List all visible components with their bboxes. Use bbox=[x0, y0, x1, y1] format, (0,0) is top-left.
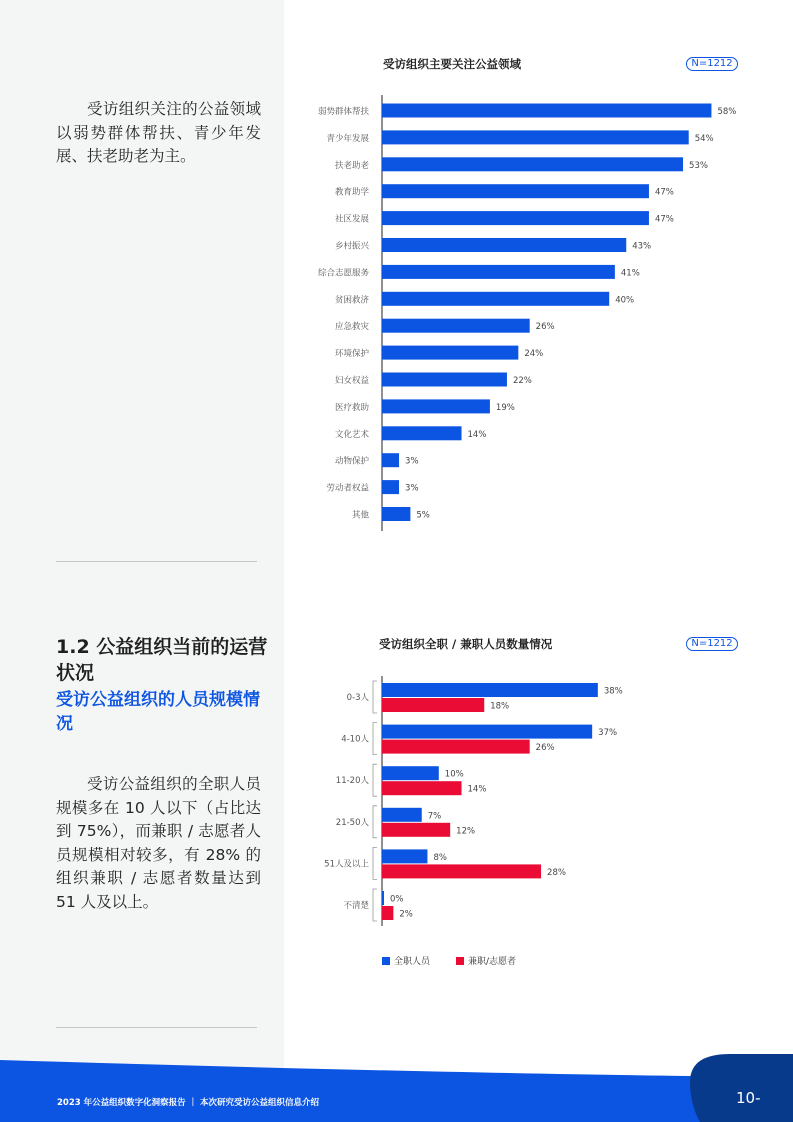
category-label: 乡村振兴 bbox=[334, 241, 369, 252]
bar-7 bbox=[382, 265, 615, 279]
bar-fulltime-6 bbox=[382, 891, 384, 905]
footer-report-title: 2023 年公益组织数字化洞察报告 ｜ 本次研究受访公益组织信息介绍 bbox=[57, 1098, 320, 1108]
value-label: 19% bbox=[495, 402, 515, 413]
bar-parttime-1 bbox=[382, 698, 484, 712]
value-label: 3% bbox=[405, 456, 419, 467]
bar-fulltime-3 bbox=[382, 766, 439, 780]
category-label: 不清楚 bbox=[343, 901, 369, 911]
value-label: 28% bbox=[547, 867, 566, 878]
category-label: 21-50人 bbox=[335, 817, 369, 828]
category-bracket bbox=[373, 889, 377, 921]
value-label: 3% bbox=[405, 483, 419, 494]
value-label: 22% bbox=[512, 376, 532, 386]
legend-item-parttime bbox=[456, 954, 516, 967]
category-label: 妇女权益 bbox=[334, 376, 369, 386]
category-label: 环境保护 bbox=[334, 349, 369, 360]
category-label: 11-20人 bbox=[335, 776, 369, 787]
footer-band bbox=[0, 1052, 793, 1122]
category-label: 文化艺术 bbox=[334, 429, 369, 440]
value-label: 26% bbox=[535, 743, 555, 754]
divider bbox=[56, 1027, 257, 1028]
value-label: 12% bbox=[456, 826, 476, 837]
value-label: 2% bbox=[399, 909, 413, 920]
chart1-sample-size-badge: N=1212 bbox=[686, 57, 738, 71]
value-label: 38% bbox=[603, 686, 623, 697]
bar-9 bbox=[382, 319, 530, 333]
bar-fulltime-5 bbox=[382, 849, 427, 863]
value-label: 43% bbox=[632, 241, 652, 252]
legend-label-parttime: 兼职/志愿者 bbox=[468, 957, 517, 967]
category-bracket bbox=[373, 681, 377, 713]
bar-fulltime-1 bbox=[382, 683, 598, 697]
section-subheading: 受访公益组织的人员规模情况 bbox=[56, 690, 260, 734]
value-label: 54% bbox=[694, 133, 714, 144]
bar-parttime-2 bbox=[382, 740, 530, 754]
value-label: 18% bbox=[490, 701, 510, 712]
bar-fulltime-2 bbox=[382, 725, 592, 739]
category-label: 4-10人 bbox=[341, 734, 369, 745]
value-label: 14% bbox=[467, 784, 487, 795]
category-label: 扶老助老 bbox=[334, 160, 369, 171]
legend-label-fulltime: 全职人员 bbox=[394, 957, 431, 967]
category-label: 弱势群体帮扶 bbox=[317, 107, 369, 117]
bar-2 bbox=[382, 130, 689, 144]
chart2-title: 受访组织全职 / 兼职人员数量情况 bbox=[379, 637, 553, 651]
page-number: 10- bbox=[736, 1089, 761, 1107]
category-label: 0-3人 bbox=[346, 693, 369, 703]
category-label: 其他 bbox=[351, 510, 369, 521]
section-heading: 1.2 公益组织当前的运营状况 bbox=[56, 636, 268, 684]
category-label: 51人及以上 bbox=[324, 859, 369, 870]
category-bracket bbox=[373, 723, 377, 755]
staff-paragraph: 受访公益组织的全职人员规模多在 10 人以下（占比达到 75%），而兼职 / 志愿者人员规模相对较多，有 28% 的组织兼职 / 志愿者数量达到 51 人及以上。 bbox=[56, 775, 261, 911]
value-label: 5% bbox=[416, 510, 430, 521]
value-label: 7% bbox=[427, 811, 442, 822]
bar-4 bbox=[382, 184, 649, 198]
bar-3 bbox=[382, 157, 683, 171]
bar-fulltime-4 bbox=[382, 808, 422, 822]
category-label: 教育助学 bbox=[334, 187, 369, 198]
chart1-focus-areas bbox=[0, 95, 793, 535]
bar-14 bbox=[382, 453, 399, 467]
value-label: 24% bbox=[524, 349, 544, 360]
category-label: 社区发展 bbox=[334, 214, 369, 225]
category-label: 劳动者权益 bbox=[326, 483, 369, 494]
legend-swatch-parttime bbox=[456, 957, 464, 965]
intro-paragraph: 受访组织关注的公益领域以弱势群体帮扶、青少年发展、扶老助老为主。 bbox=[56, 100, 261, 165]
category-label: 医疗救助 bbox=[334, 402, 369, 413]
category-label: 应急救灾 bbox=[334, 322, 369, 333]
bar-6 bbox=[382, 238, 626, 252]
chart2-staff-size bbox=[0, 676, 793, 936]
bar-15 bbox=[382, 480, 399, 494]
category-bracket bbox=[373, 806, 377, 838]
value-label: 58% bbox=[717, 107, 737, 117]
bar-16 bbox=[382, 507, 410, 521]
category-label: 贫困救济 bbox=[334, 295, 369, 306]
chart2-sample-size-badge: N=1212 bbox=[686, 637, 738, 651]
bar-parttime-5 bbox=[382, 864, 541, 878]
value-label: 47% bbox=[654, 187, 674, 198]
bar-1 bbox=[382, 104, 711, 118]
bar-5 bbox=[382, 211, 649, 225]
category-bracket bbox=[373, 847, 377, 879]
value-label: 10% bbox=[444, 769, 464, 780]
value-label: 37% bbox=[598, 728, 618, 739]
bar-parttime-4 bbox=[382, 823, 450, 837]
legend-item-fulltime bbox=[382, 954, 430, 967]
bar-12 bbox=[382, 399, 490, 413]
bar-13 bbox=[382, 426, 462, 440]
value-label: 40% bbox=[615, 295, 635, 306]
bar-parttime-3 bbox=[382, 781, 462, 795]
bar-10 bbox=[382, 346, 518, 360]
bar-parttime-6 bbox=[382, 906, 393, 920]
category-label: 综合志愿服务 bbox=[317, 268, 369, 279]
category-label: 青少年发展 bbox=[326, 133, 369, 144]
bar-8 bbox=[382, 292, 609, 306]
value-label: 26% bbox=[535, 322, 555, 333]
value-label: 41% bbox=[620, 268, 640, 279]
chart1-title: 受访组织主要关注公益领域 bbox=[383, 57, 521, 71]
divider bbox=[56, 561, 257, 562]
category-label: 动物保护 bbox=[334, 456, 369, 467]
category-bracket bbox=[373, 764, 377, 796]
value-label: 0% bbox=[390, 894, 404, 905]
value-label: 47% bbox=[654, 214, 674, 225]
value-label: 14% bbox=[467, 429, 487, 440]
value-label: 8% bbox=[433, 852, 447, 863]
legend-swatch-fulltime bbox=[382, 957, 390, 965]
value-label: 53% bbox=[689, 160, 708, 171]
bar-11 bbox=[382, 373, 507, 387]
